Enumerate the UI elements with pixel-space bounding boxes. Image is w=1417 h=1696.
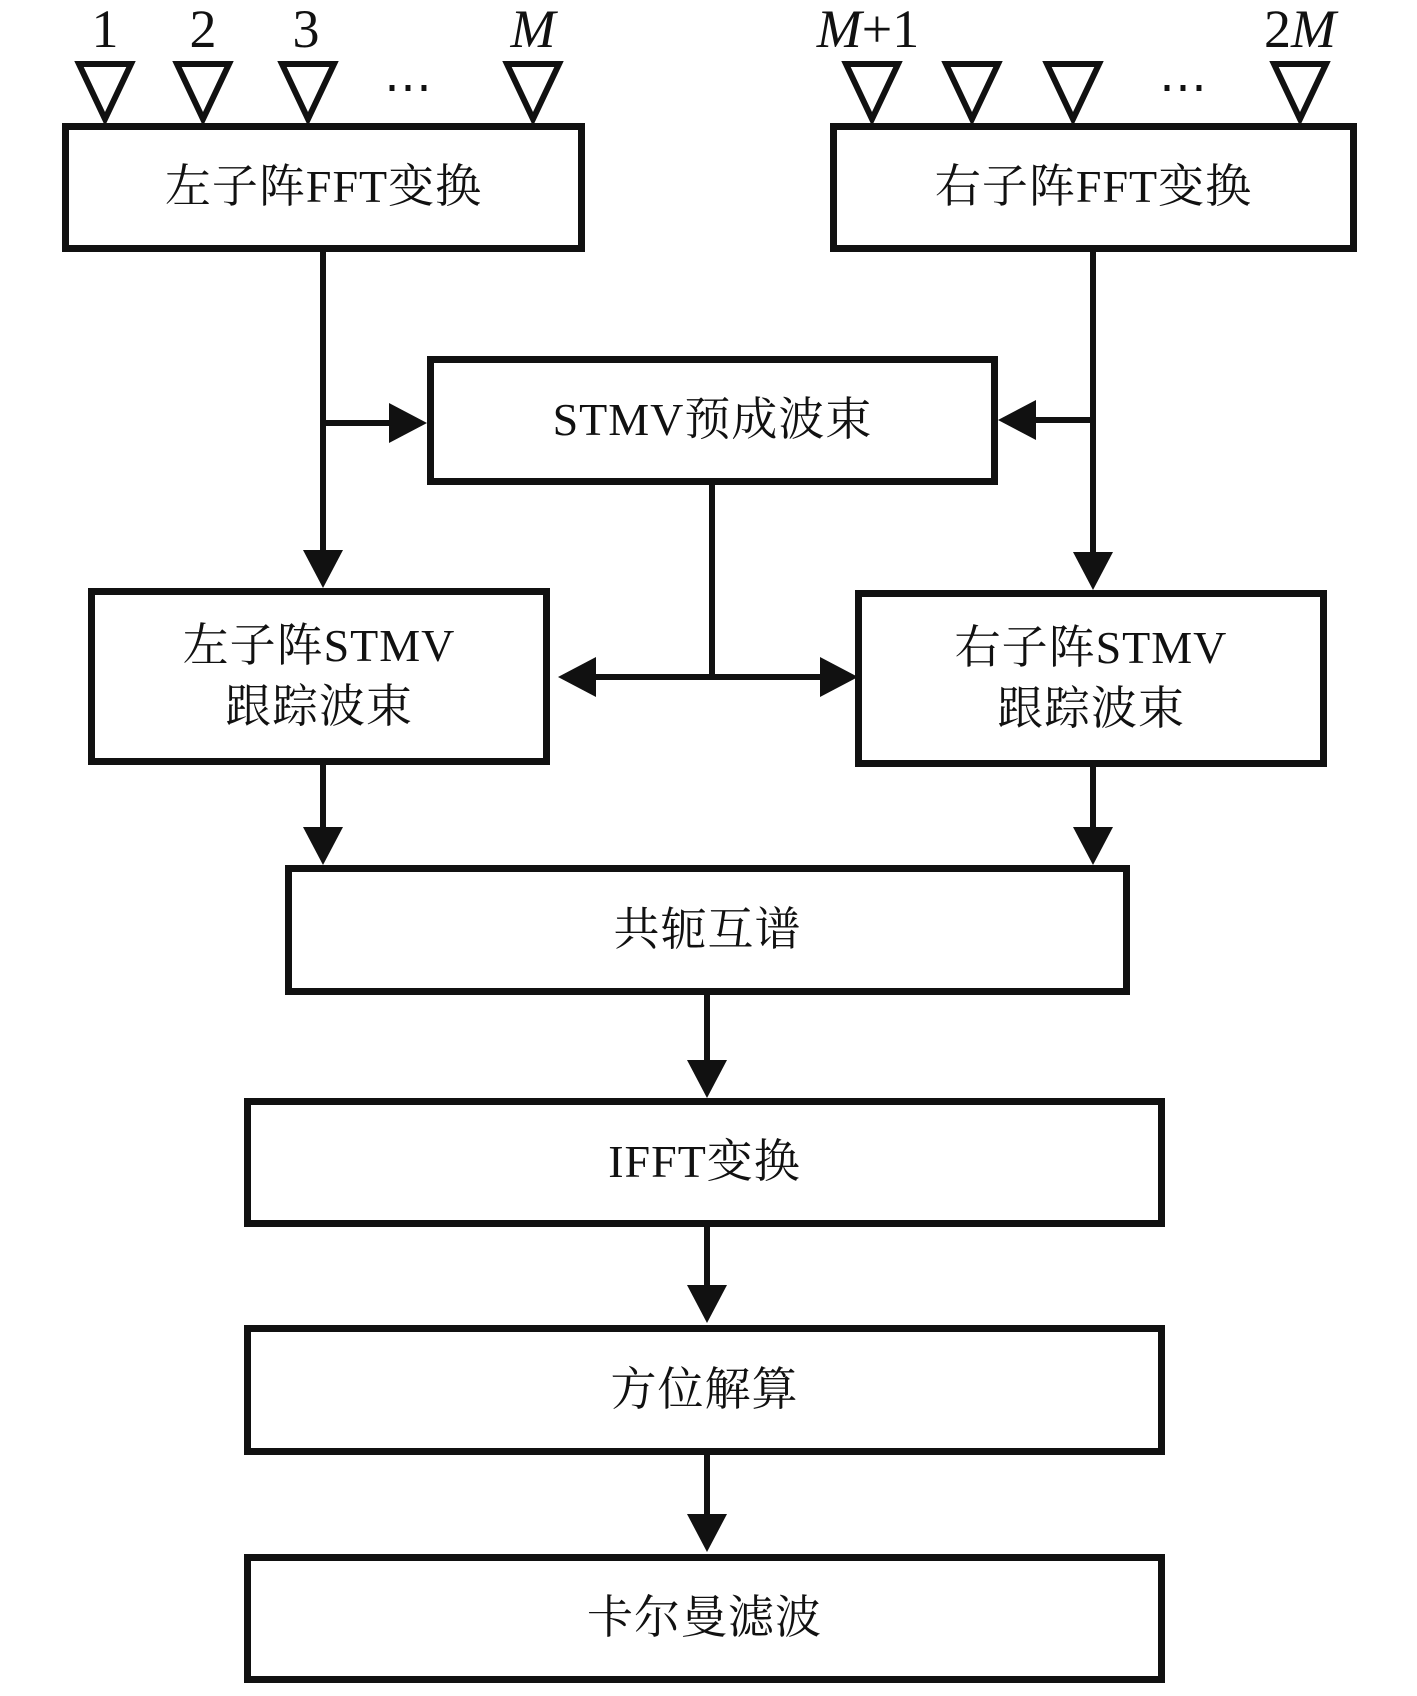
box-right-track-label-line1: 右子阵STMV (954, 621, 1228, 673)
arrowhead-into-kalman (687, 1514, 727, 1552)
arrowhead-into-ifft (687, 1060, 727, 1098)
sensor-triangle-2m (1274, 64, 1326, 119)
box-right-subarray-fft-label: 右子阵FFT变换 (934, 161, 1253, 213)
sensor-triangle-m (507, 64, 559, 119)
box-left-track-label-line1: 左子阵STMV (182, 619, 456, 671)
left-array-ellipsis: ⋯ (384, 61, 436, 114)
box-left-subarray-fft (62, 123, 585, 252)
box-kalman-filter-label: 卡尔曼滤波 (587, 1592, 822, 1644)
sensor-label-m-plus-1-m: M (816, 0, 862, 59)
sensor-label-2m-m: M (1291, 0, 1336, 59)
sensor-label-m-plus-1-suffix: +1 (861, 0, 920, 59)
sensor-label-3: 3 (292, 0, 320, 59)
box-left-subarray-stmv-tracking-beam (88, 588, 550, 765)
box-ifft-transform-label: IFFT变换 (608, 1136, 801, 1188)
box-right-track-label-line2: 跟踪波束 (997, 682, 1185, 734)
sensor-label-2: 2 (189, 0, 217, 59)
sensor-triangle-m1 (846, 64, 898, 119)
arrowhead-conj-right (1073, 827, 1113, 865)
sensor-triangle-1 (79, 64, 131, 119)
sensor-triangle-m2 (946, 64, 998, 119)
box-conjugate-cross-spectrum-label: 共轭互谱 (613, 903, 802, 955)
arrowhead-into-lefttrack-side (558, 657, 596, 697)
box-conjugate-cross-spectrum (285, 865, 1130, 995)
box-kalman-filter (244, 1554, 1165, 1683)
box-left-subarray-fft-label: 左子阵FFT变换 (164, 161, 483, 213)
box-bearing-calculation-label: 方位解算 (610, 1363, 799, 1415)
box-left-track-label-line2: 跟踪波束 (225, 680, 413, 732)
arrowhead-into-bearing (687, 1285, 727, 1323)
arrowhead-conj-left (303, 827, 343, 865)
sensor-label-m: M (510, 0, 556, 59)
box-right-subarray-stmv-tracking-beam (855, 590, 1327, 767)
box-stmv-preformed-beam-label: STMV预成波束 (552, 394, 873, 446)
sensor-label-1: 1 (91, 0, 119, 59)
box-ifft-transform (244, 1098, 1165, 1227)
arrowhead-into-righttrack (1073, 552, 1113, 590)
box-bearing-calculation (244, 1325, 1165, 1455)
sensor-label-2m-prefix: 2 (1264, 0, 1292, 59)
arrowhead-into-righttrack-side (820, 657, 858, 697)
sensor-triangle-3 (282, 64, 334, 119)
arrowhead-into-lefttrack (303, 550, 343, 588)
right-array-ellipsis: ⋯ (1159, 61, 1211, 114)
arrowhead-into-stmv-left (389, 403, 427, 443)
sensor-triangle-m3 (1047, 64, 1099, 119)
sensor-label-2m (1264, 0, 1336, 59)
sensor-label-m-plus-1 (816, 0, 920, 59)
box-right-subarray-fft (830, 123, 1357, 252)
sensor-triangle-2 (177, 64, 229, 119)
arrowhead-into-stmv-right (998, 400, 1036, 440)
box-stmv-preformed-beam (427, 356, 998, 485)
